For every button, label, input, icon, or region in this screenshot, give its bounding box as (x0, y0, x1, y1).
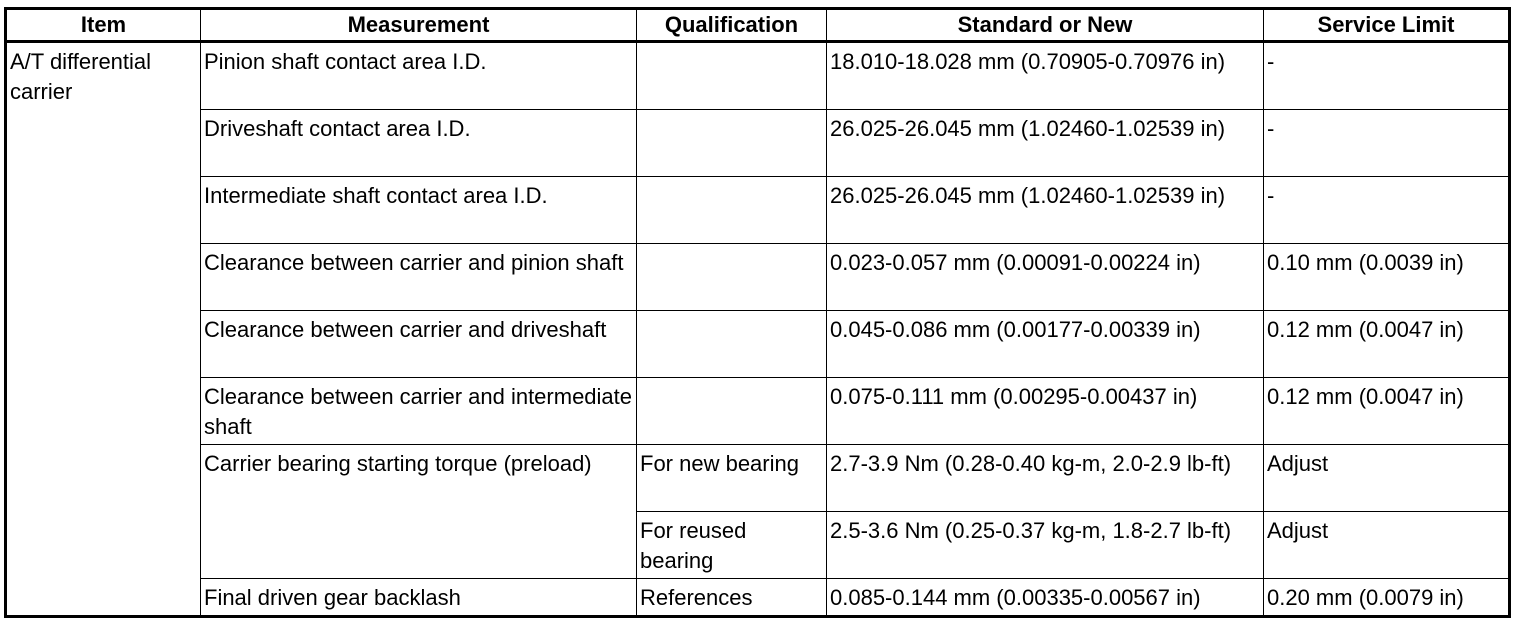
qualification-cell (637, 110, 827, 177)
service-limit-cell: 0.12 mm (0.0047 in) (1264, 311, 1510, 378)
table-row (6, 244, 1510, 311)
qualification-cell (637, 244, 827, 311)
table-row (6, 110, 1510, 177)
standard-cell: 2.5-3.6 Nm (0.25-0.37 kg-m, 1.8-2.7 lb-ft) (827, 512, 1264, 579)
service-limit-cell: Adjust (1264, 445, 1510, 512)
header-row (6, 9, 1510, 42)
table-row (6, 445, 1510, 512)
measurement-cell: Pinion shaft contact area I.D. (201, 42, 637, 110)
measurement-cell: Driveshaft contact area I.D. (201, 110, 637, 177)
qualification-cell: For reused bearing (637, 512, 827, 579)
qualification-cell (637, 177, 827, 244)
header-qualification: Qualification (637, 9, 827, 42)
measurement-cell: Clearance between carrier and intermediate shaft (201, 378, 637, 445)
standard-cell: 26.025-26.045 mm (1.02460-1.02539 in) (827, 177, 1264, 244)
measurement-cell: Clearance between carrier and driveshaft (201, 311, 637, 378)
qualification-cell (637, 311, 827, 378)
qualification-cell: References (637, 579, 827, 617)
measurement-cell: Carrier bearing starting torque (preload) (201, 445, 637, 579)
service-limit-cell: 0.12 mm (0.0047 in) (1264, 378, 1510, 445)
standard-cell: 0.023-0.057 mm (0.00091-0.00224 in) (827, 244, 1264, 311)
service-limit-cell: Adjust (1264, 512, 1510, 579)
standard-cell: 26.025-26.045 mm (1.02460-1.02539 in) (827, 110, 1264, 177)
table-row (6, 177, 1510, 244)
standard-cell: 2.7-3.9 Nm (0.28-0.40 kg-m, 2.0-2.9 lb-ft) (827, 445, 1264, 512)
service-limit-cell: 0.10 mm (0.0039 in) (1264, 244, 1510, 311)
measurement-cell: Clearance between carrier and pinion shaft (201, 244, 637, 311)
item-cell: A/T differential carrier (6, 42, 201, 617)
service-limit-cell: - (1264, 110, 1510, 177)
standard-cell: 0.085-0.144 mm (0.00335-0.00567 in) (827, 579, 1264, 617)
service-limit-cell: 0.20 mm (0.0079 in) (1264, 579, 1510, 617)
header-standard: Standard or New (827, 9, 1264, 42)
table-row (6, 378, 1510, 445)
service-limit-cell: - (1264, 42, 1510, 110)
standard-cell: 18.010-18.028 mm (0.70905-0.70976 in) (827, 42, 1264, 110)
qualification-cell (637, 42, 827, 110)
specifications-table (4, 7, 1511, 618)
measurement-cell: Final driven gear backlash (201, 579, 637, 617)
service-limit-cell: - (1264, 177, 1510, 244)
header-service-limit: Service Limit (1264, 9, 1510, 42)
header-item: Item (6, 9, 201, 42)
table-row (6, 579, 1510, 617)
table-row (6, 311, 1510, 378)
measurement-cell: Intermediate shaft contact area I.D. (201, 177, 637, 244)
table-row (6, 42, 1510, 110)
qualification-cell: For new bearing (637, 445, 827, 512)
standard-cell: 0.075-0.111 mm (0.00295-0.00437 in) (827, 378, 1264, 445)
header-measurement: Measurement (201, 9, 637, 42)
standard-cell: 0.045-0.086 mm (0.00177-0.00339 in) (827, 311, 1264, 378)
qualification-cell (637, 378, 827, 445)
